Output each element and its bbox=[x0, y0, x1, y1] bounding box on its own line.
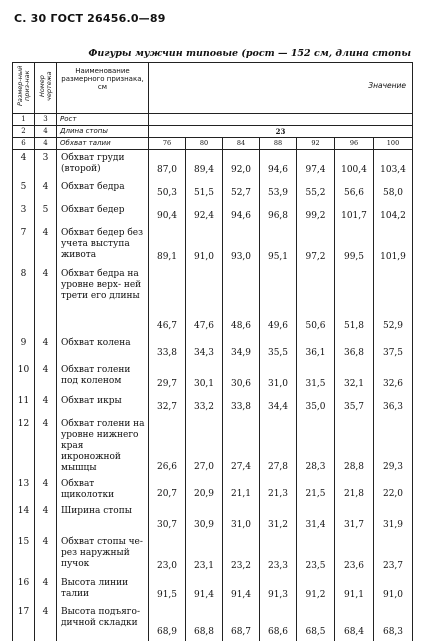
value-cell: 35,7 bbox=[335, 393, 374, 416]
feature-number: 15 bbox=[13, 534, 35, 575]
waist-value: 100 bbox=[374, 138, 413, 150]
feature-number: 7 bbox=[13, 225, 35, 266]
table-body bbox=[13, 150, 413, 641]
table-row bbox=[13, 362, 413, 393]
value-cell: 92,0 bbox=[223, 150, 260, 180]
value-cell: 21,3 bbox=[260, 476, 297, 503]
value-cell: 23,5 bbox=[297, 534, 335, 575]
value-cell: 34,4 bbox=[260, 393, 297, 416]
header-cell-feature-name: Наименование размерного признака, см bbox=[57, 63, 149, 114]
table-row bbox=[13, 416, 413, 476]
value-cell: 21,8 bbox=[335, 476, 374, 503]
table-row bbox=[13, 534, 413, 575]
value-cell: 36,8 bbox=[335, 335, 374, 362]
drawing-number: 4 bbox=[35, 534, 57, 575]
drawing-number: 4 bbox=[35, 575, 57, 604]
value-cell: 30,9 bbox=[186, 503, 223, 534]
value-cell: 51,8 bbox=[335, 266, 374, 335]
feature-name: Обхват бедер без учета выступа живота bbox=[57, 225, 149, 266]
value-cell: 68,5 bbox=[297, 604, 335, 641]
drawing-number: 4 bbox=[35, 266, 57, 335]
sub-n1: 1 bbox=[13, 114, 35, 126]
table-header-row bbox=[13, 63, 413, 114]
value-cell: 23,3 bbox=[260, 534, 297, 575]
value-cell: 22,0 bbox=[374, 476, 413, 503]
feature-name: Обхват бедер bbox=[57, 202, 149, 225]
value-cell: 27,8 bbox=[260, 416, 297, 476]
value-cell: 33,8 bbox=[223, 393, 260, 416]
value-cell: 99,2 bbox=[297, 202, 335, 225]
value-cell: 47,6 bbox=[186, 266, 223, 335]
table-title: Фигуры мужчин типовые (рост — 152 см, длина стопы bbox=[88, 48, 411, 59]
sub-name: Рост bbox=[57, 114, 149, 126]
value-cell: 50,6 bbox=[297, 266, 335, 335]
drawing-number: 3 bbox=[35, 150, 57, 180]
table-row bbox=[13, 335, 413, 362]
value-cell: 26,6 bbox=[149, 416, 186, 476]
page-header: С. 30 ГОСТ 26456.0—89 bbox=[14, 12, 166, 25]
feature-number: 12 bbox=[13, 416, 35, 476]
value-cell: 97,4 bbox=[297, 150, 335, 180]
feature-number: 9 bbox=[13, 335, 35, 362]
sub-n2: 3 bbox=[35, 114, 57, 126]
drawing-number: 4 bbox=[35, 476, 57, 503]
drawing-number: 4 bbox=[35, 503, 57, 534]
value-cell: 68,8 bbox=[186, 604, 223, 641]
feature-name: Ширина стопы bbox=[57, 503, 149, 534]
value-cell: 103,4 bbox=[374, 150, 413, 180]
value-cell: 29,7 bbox=[149, 362, 186, 393]
value-cell: 34,3 bbox=[186, 335, 223, 362]
value-cell: 91,0 bbox=[374, 575, 413, 604]
value-cell: 53,9 bbox=[260, 179, 297, 202]
value-cell: 68,9 bbox=[149, 604, 186, 641]
sub-middle bbox=[149, 114, 413, 126]
value-cell: 91,3 bbox=[260, 575, 297, 604]
feature-name: Обхват щиколотки bbox=[57, 476, 149, 503]
value-cell: 91,0 bbox=[186, 225, 223, 266]
table-row bbox=[13, 150, 413, 180]
value-cell: 21,5 bbox=[297, 476, 335, 503]
feature-name: Обхват голени под коленом bbox=[57, 362, 149, 393]
value-cell: 35,0 bbox=[297, 393, 335, 416]
value-cell: 31,2 bbox=[260, 503, 297, 534]
value-cell: 23,1 bbox=[186, 534, 223, 575]
feature-name: Обхват бедра bbox=[57, 179, 149, 202]
measurements-table bbox=[12, 62, 413, 641]
value-cell: 49,6 bbox=[260, 266, 297, 335]
value-cell: 34,9 bbox=[223, 335, 260, 362]
value-cell: 52,9 bbox=[374, 266, 413, 335]
table-row bbox=[13, 202, 413, 225]
sub-name: Длина стопы bbox=[57, 126, 149, 138]
feature-number: 4 bbox=[13, 150, 35, 180]
value-cell: 31,9 bbox=[374, 503, 413, 534]
value-cell: 50,3 bbox=[149, 179, 186, 202]
table-subheader-row bbox=[13, 138, 413, 150]
value-cell: 95,1 bbox=[260, 225, 297, 266]
waist-value: 88 bbox=[260, 138, 297, 150]
value-cell: 52,7 bbox=[223, 179, 260, 202]
value-cell: 56,6 bbox=[335, 179, 374, 202]
value-cell: 68,7 bbox=[223, 604, 260, 641]
value-cell: 68,4 bbox=[335, 604, 374, 641]
value-cell: 90,4 bbox=[149, 202, 186, 225]
value-cell: 31,4 bbox=[297, 503, 335, 534]
value-cell: 93,0 bbox=[223, 225, 260, 266]
value-cell: 20,9 bbox=[186, 476, 223, 503]
feature-number: 16 bbox=[13, 575, 35, 604]
sub-n2: 4 bbox=[35, 126, 57, 138]
sub-n2: 4 bbox=[35, 138, 57, 150]
feature-number: 11 bbox=[13, 393, 35, 416]
sub-n1: 2 bbox=[13, 126, 35, 138]
value-cell: 91,4 bbox=[186, 575, 223, 604]
value-cell: 21,1 bbox=[223, 476, 260, 503]
feature-number: 3 bbox=[13, 202, 35, 225]
feature-name: Обхват голени на уровне нижнего края икроножной мышцы bbox=[57, 416, 149, 476]
drawing-number: 4 bbox=[35, 416, 57, 476]
value-cell: 87,0 bbox=[149, 150, 186, 180]
value-cell: 36,3 bbox=[374, 393, 413, 416]
drawing-number: 4 bbox=[35, 604, 57, 641]
value-cell: 32,7 bbox=[149, 393, 186, 416]
value-cell: 31,7 bbox=[335, 503, 374, 534]
value-cell: 68,6 bbox=[260, 604, 297, 641]
value-cell: 101,9 bbox=[374, 225, 413, 266]
drawing-number: 4 bbox=[35, 225, 57, 266]
waist-value: 84 bbox=[223, 138, 260, 150]
table-row bbox=[13, 393, 413, 416]
drawing-number: 4 bbox=[35, 362, 57, 393]
feature-name: Обхват колена bbox=[57, 335, 149, 362]
table-subheader-row bbox=[13, 114, 413, 126]
drawing-number: 5 bbox=[35, 202, 57, 225]
header-cell-drawing-no: Номер чертежа bbox=[35, 63, 57, 114]
value-cell: 28,3 bbox=[297, 416, 335, 476]
feature-number: 14 bbox=[13, 503, 35, 534]
waist-value: 96 bbox=[335, 138, 374, 150]
feature-name: Высота подъяго- дичной складки bbox=[57, 604, 149, 641]
header-cell-value: Значение bbox=[149, 63, 413, 114]
drawing-number: 4 bbox=[35, 393, 57, 416]
value-cell: 51,5 bbox=[186, 179, 223, 202]
table-row bbox=[13, 604, 413, 641]
waist-value: 92 bbox=[297, 138, 335, 150]
value-cell: 28,8 bbox=[335, 416, 374, 476]
value-cell: 89,4 bbox=[186, 150, 223, 180]
value-cell: 94,6 bbox=[223, 202, 260, 225]
value-cell: 89,1 bbox=[149, 225, 186, 266]
feature-number: 8 bbox=[13, 266, 35, 335]
value-cell: 27,4 bbox=[223, 416, 260, 476]
table-row bbox=[13, 503, 413, 534]
header-cell-feature-no: Размер-ный приз-нак bbox=[13, 63, 35, 114]
value-cell: 23,0 bbox=[149, 534, 186, 575]
table-row bbox=[13, 225, 413, 266]
value-cell: 58,0 bbox=[374, 179, 413, 202]
value-cell: 30,6 bbox=[223, 362, 260, 393]
feature-number: 17 bbox=[13, 604, 35, 641]
value-cell: 32,1 bbox=[335, 362, 374, 393]
value-cell: 31,0 bbox=[223, 503, 260, 534]
value-cell: 104,2 bbox=[374, 202, 413, 225]
drawing-number: 4 bbox=[35, 335, 57, 362]
value-cell: 33,2 bbox=[186, 393, 223, 416]
feature-name: Высота линии талии bbox=[57, 575, 149, 604]
value-cell: 101,7 bbox=[335, 202, 374, 225]
value-cell: 23,7 bbox=[374, 534, 413, 575]
value-cell: 91,1 bbox=[335, 575, 374, 604]
feature-number: 10 bbox=[13, 362, 35, 393]
sub-name: Обхват талии bbox=[57, 138, 149, 150]
feature-number: 5 bbox=[13, 179, 35, 202]
table-row bbox=[13, 476, 413, 503]
value-cell: 55,2 bbox=[297, 179, 335, 202]
value-cell: 31,0 bbox=[260, 362, 297, 393]
table-row bbox=[13, 266, 413, 335]
value-cell: 91,2 bbox=[297, 575, 335, 604]
value-cell: 96,8 bbox=[260, 202, 297, 225]
value-cell: 32,6 bbox=[374, 362, 413, 393]
feature-number: 13 bbox=[13, 476, 35, 503]
sub-n1: 6 bbox=[13, 138, 35, 150]
feature-name: Обхват груди (второй) bbox=[57, 150, 149, 180]
drawing-number: 4 bbox=[35, 179, 57, 202]
table-row bbox=[13, 575, 413, 604]
value-cell: 97,2 bbox=[297, 225, 335, 266]
feature-name: Обхват икры bbox=[57, 393, 149, 416]
value-cell: 23,6 bbox=[335, 534, 374, 575]
value-cell: 92,4 bbox=[186, 202, 223, 225]
value-cell: 30,7 bbox=[149, 503, 186, 534]
waist-value: 80 bbox=[186, 138, 223, 150]
value-cell: 23,2 bbox=[223, 534, 260, 575]
value-cell: 94,6 bbox=[260, 150, 297, 180]
value-cell: 68,3 bbox=[374, 604, 413, 641]
value-cell: 30,1 bbox=[186, 362, 223, 393]
feature-name: Обхват бедра на уровне верх- ней трети его длины bbox=[57, 266, 149, 335]
value-cell: 91,5 bbox=[149, 575, 186, 604]
value-cell: 48,6 bbox=[223, 266, 260, 335]
value-cell: 46,7 bbox=[149, 266, 186, 335]
waist-value: 76 bbox=[149, 138, 186, 150]
value-cell: 37,5 bbox=[374, 335, 413, 362]
value-cell: 91,4 bbox=[223, 575, 260, 604]
sub-middle: 23 bbox=[149, 126, 413, 138]
value-cell: 100,4 bbox=[335, 150, 374, 180]
table-subheader-row bbox=[13, 126, 413, 138]
value-cell: 20,7 bbox=[149, 476, 186, 503]
value-cell: 31,5 bbox=[297, 362, 335, 393]
feature-name: Обхват стопы че- рез наружный пучок bbox=[57, 534, 149, 575]
value-cell: 29,3 bbox=[374, 416, 413, 476]
value-cell: 35,5 bbox=[260, 335, 297, 362]
value-cell: 33,8 bbox=[149, 335, 186, 362]
value-cell: 36,1 bbox=[297, 335, 335, 362]
value-cell: 99,5 bbox=[335, 225, 374, 266]
table-row bbox=[13, 179, 413, 202]
value-cell: 27,0 bbox=[186, 416, 223, 476]
